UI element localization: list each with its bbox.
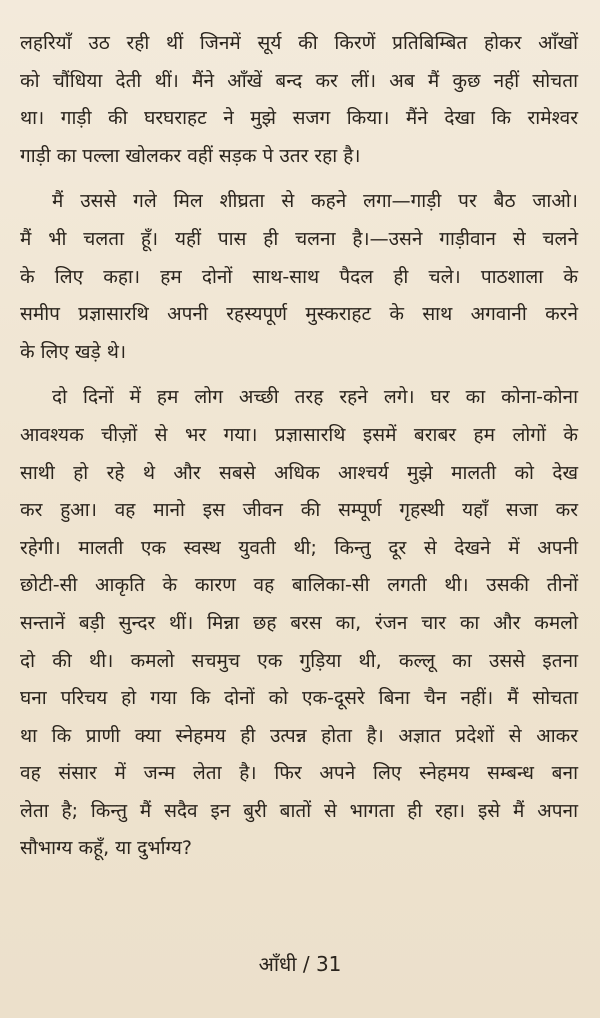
text-line (20, 337, 578, 375)
text-line-content: को चौंधिया देती थीं। मैंने आँखें बन्द कर लीं। अब मैं कुछ नहीं सोचता (20, 69, 578, 92)
paragraph-gap (20, 374, 578, 382)
text-line-content: समीप प्रज्ञासारथि अपनी रहस्यपूर्ण मुस्कराहट के साथ अगवानी करने (20, 303, 578, 326)
text-line-content: रहेगी। मालती एक स्वस्थ युवती थी; किन्तु दूर से देखने में अपनी (20, 536, 578, 559)
text-line-content: मैं भी चलता हूँ। यहीं पास ही चलना है।—उसने गाड़ीवान से चलने (20, 227, 578, 250)
text-line-content: लहरियाँ उठ रही थीं जिनमें सूर्य की किरणें प्रतिबिम्बित होकर आँखों (20, 32, 578, 54)
text-line-content: गाड़ी का पल्ला खोलकर वहीं सड़क पे उतर रहा है। (20, 144, 361, 167)
text-line (20, 28, 578, 66)
paragraph-gap (20, 178, 578, 186)
text-line-content: आवश्यक चीज़ों से भर गया। प्रज्ञासारथि इसमें बराबर हम लोगों के (20, 423, 578, 446)
text-line-content: साथी हो रहे थे और सबसे अधिक आश्चर्य मुझे मालती को देख (20, 461, 578, 484)
text-line (20, 646, 578, 684)
text-line-content: दो दिनों में हम लोग अच्छी तरह रहने लगे। घर का कोना-कोना (52, 386, 578, 409)
text-line (20, 721, 578, 759)
text-line-content: लेता है; किन्तु मैं सदैव इन बुरी बातों से भागता ही रहा। इसे मैं अपना (20, 799, 578, 822)
text-line (20, 420, 578, 458)
text-line-content: छोटी-सी आकृति के कारण वह बालिका-सी लगती थी। उसकी तीनों (20, 574, 578, 597)
page-body-text (20, 28, 578, 871)
text-line (20, 103, 578, 141)
text-line-content: दो की थी। कमलो सचमुच एक गुड़िया थी, कल्लू का उससे इतना (20, 649, 578, 672)
text-line (20, 796, 578, 834)
text-line (20, 758, 578, 796)
text-line (20, 833, 578, 871)
text-line (20, 262, 578, 300)
text-line (20, 608, 578, 646)
text-line (20, 224, 578, 262)
text-line (20, 299, 578, 337)
text-line-content: था। गाड़ी की घरघराहट ने मुझे सजग किया। मैंने देखा कि रामेश्वर (20, 107, 578, 130)
text-line (20, 66, 578, 104)
text-line (20, 495, 578, 533)
text-line-content: वह संसार में जन्म लेता है। फिर अपने लिए स्नेहमय सम्बन्ध बना (20, 762, 578, 785)
text-line-content: घना परिचय हो गया कि दोनों को एक-दूसरे बिना चैन नहीं। मैं सोचता (20, 687, 579, 710)
text-line (20, 141, 578, 179)
page-footer-running-title: आँधी / 31 (258, 952, 342, 976)
text-line (20, 382, 578, 420)
text-line-content: सौभाग्य कहूँ, या दुर्भाग्य? (20, 837, 192, 860)
paragraph (20, 382, 578, 871)
paragraph (20, 186, 578, 374)
text-line-content: कर हुआ। वह मानो इस जीवन की सम्पूर्ण गृहस्थी यहाँ सजा कर (20, 499, 578, 522)
text-line (20, 186, 578, 224)
text-line (20, 533, 578, 571)
text-line-content: था कि प्राणी क्या स्नेहमय ही उत्पन्न होता है। अज्ञात प्रदेशों से आकर (20, 724, 578, 747)
text-line (20, 683, 578, 721)
paragraph (20, 28, 578, 178)
text-line-content: मैं उससे गले मिल शीघ्रता से कहने लगा—गाड़ी पर बैठ जाओ। (52, 190, 578, 213)
text-line (20, 458, 578, 496)
text-line (20, 570, 578, 608)
text-line-content: सन्तानें बड़ी सुन्दर थीं। मिन्ना छह बरस का, रंजन चार का और कमलो (20, 611, 578, 634)
text-line-content: के लिए कहा। हम दोनों साथ-साथ पैदल ही चले। पाठशाला के (20, 265, 578, 288)
text-line-content: के लिए खड़े थे। (20, 340, 127, 363)
